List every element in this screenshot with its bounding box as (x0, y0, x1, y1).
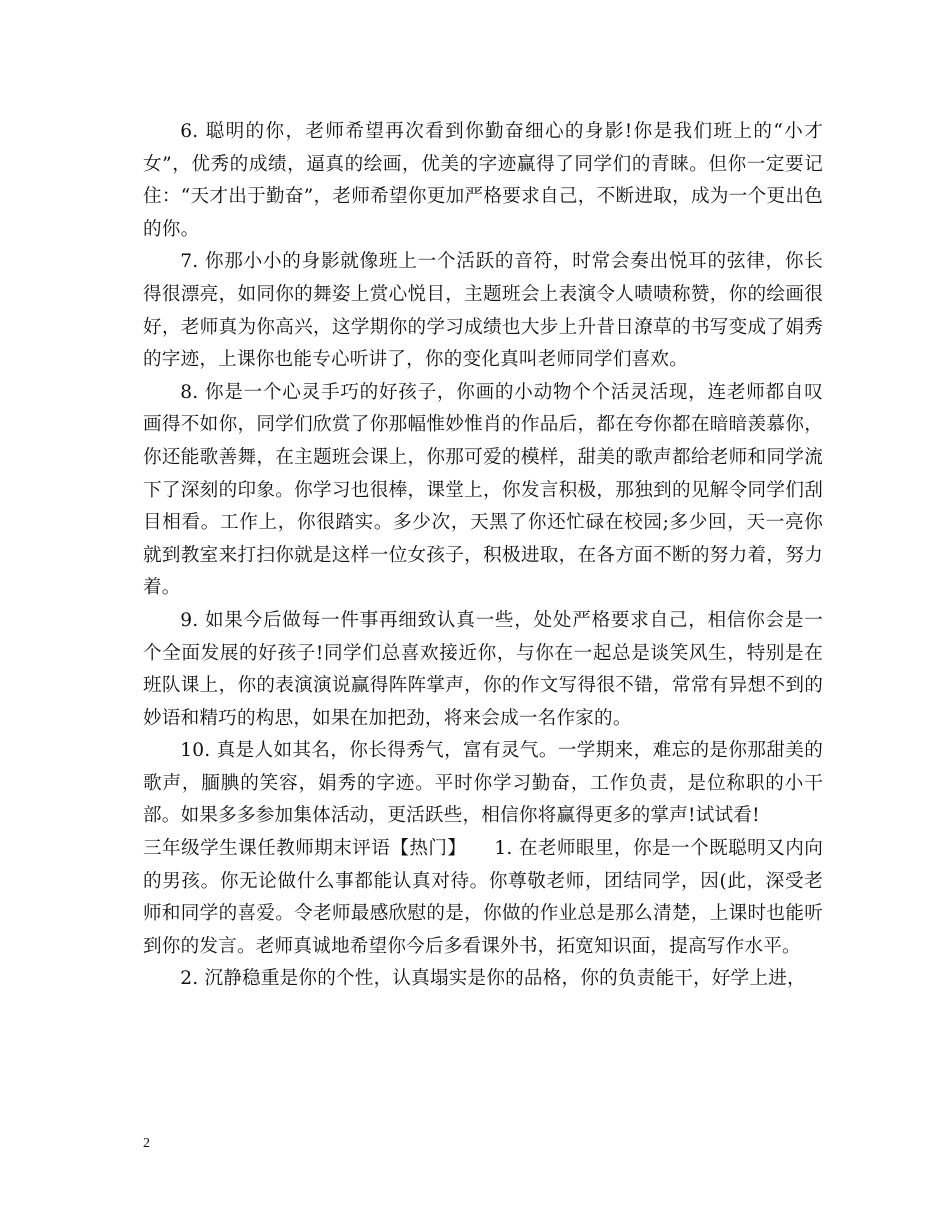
paragraph-9: 9. 如果今后做每一件事再细致认真一些，处处严格要求自己，相信你会是一个全面发展的好孩子!同学们总喜欢接近你，与你在一起总是谈笑风生，特别是在班队课上，你的表演演说赢得阵阵掌声，你的作文写得很不错，常常有异想不到的妙语和精巧的构思，如果在加把劲，将来会成一名作家的。 (143, 609, 823, 729)
section-paragraph (143, 833, 823, 963)
paragraph-8: 8. 你是一个心灵手巧的好孩子，你画的小动物个个活灵活现，连老师都自叹画得不如你，同学们欣赏了你那幅惟妙惟肖的作品后，都在夸你都在暗暗羡慕你，你还能歌善舞，在主题班会课上，你那可爱的模样，甜美的歌声都给老师和同学流下了深刻的印象。你学习也很棒，课堂上，你发言积极，那独到的见解令同学们刮目相看。工作上，你很踏实。多少次，天黑了你还忙碌在校园;多少回，天一亮你就到教室来打扫你就是这样一位女孩子，积极进取，在各方面不断的努力着，努力着。 (143, 381, 823, 599)
section-heading: 三年级学生课任教师期末评语【热门】 (143, 838, 467, 860)
paragraph-10: 10. 真是人如其名，你长得秀气，富有灵气。一学期来，难忘的是你那甜美的歌声，腼腆的笑容，娟秀的字迹。平时你学习勤奋，工作负责，是位称职的小干部。如果多多参加集体活动，更活跃些，相信你将赢得更多的掌声!试试看! (143, 740, 823, 827)
paragraph-6: 6. 聪明的你，老师希望再次看到你勤奋细心的身影!你是我们班上的“小才女”，优秀的成绩，逼真的绘画，优美的字迹赢得了同学们的青睐。但你一定要记住：“天才出于勤奋”，老师希望你更加严格要求自己，不断进取，成为一个更出色的你。 (143, 121, 823, 240)
section-first-paragraph: 1. 在老师眼里，你是一个既聪明又内向的男孩。你无论做什么事都能认真对待。你尊敬老师，团结同学，因(此，深受老师和同学的喜爱。令老师最感欣慰的是，你做的作业总是那么清楚，上课时也能听到你的发言。老师真诚地希望你今后多看课外书，拓宽知识面，提高写作水平。 (143, 838, 824, 957)
paragraph-2: 2. 沉静稳重是你的个性，认真塌实是你的品格，你的负责能干，好学上进， (180, 968, 806, 990)
document-body (143, 116, 823, 996)
paragraph-7: 7. 你那小小的身影就像班上一个活跃的音符，时常会奏出悦耳的弦律，你长得很漂亮，如同你的舞姿上赏心悦目，主题班会上表演令人啧啧称赞，你的绘画很好，老师真为你高兴，这学期你的学习成绩也大步上升昔日潦草的书写变成了娟秀的字迹，上课你也能专心听讲了，你的变化真叫老师同学们喜欢。 (143, 251, 823, 371)
page-number: 2 (143, 1136, 150, 1151)
